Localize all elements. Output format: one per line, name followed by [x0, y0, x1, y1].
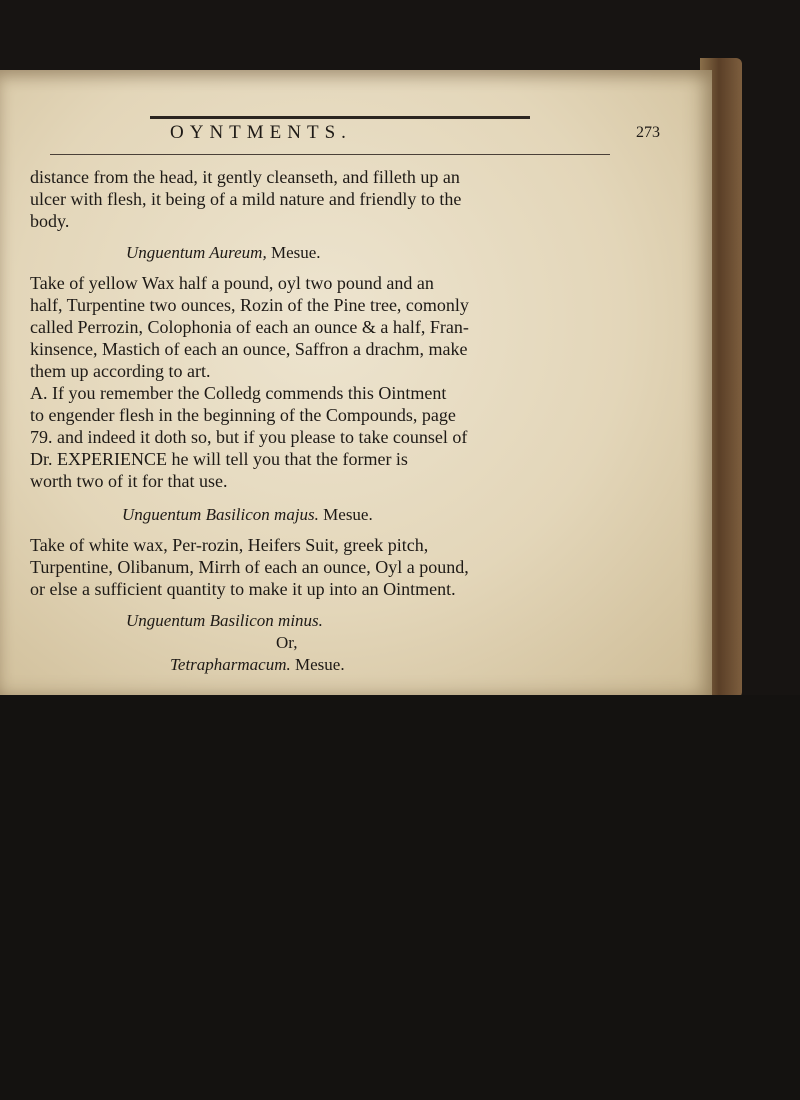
text-line: Turpentine, Olibanum, Mirrh of each an ounce, Oyl a pound,: [30, 557, 469, 577]
heading-or: Or,: [276, 633, 298, 652]
heading-author: Mesue.: [295, 655, 345, 674]
top-rule: [150, 116, 530, 119]
text-line: called Perrozin, Colophonia of each an ounce & a half, Fran-: [30, 317, 469, 337]
text-line: Take of yellow Wax half a pound, oyl two pound and an: [30, 273, 434, 293]
text-line: Dr. EXPERIENCE he will tell you that the former is: [30, 449, 408, 469]
section-heading: [122, 504, 373, 526]
section-heading: [126, 242, 321, 264]
section-heading: [126, 610, 323, 632]
text-line: Take of white wax, Per-rozin, Heifers Suit, greek pitch,: [30, 535, 429, 555]
text-line: distance from the head, it gently cleanseth, and filleth up an: [30, 167, 460, 187]
section-heading-continued: [170, 654, 345, 676]
heading-title: Unguentum Aureum,: [126, 243, 267, 262]
text-line: A. If you remember the Colledg commends this Ointment: [30, 383, 447, 403]
header-rule: [50, 154, 610, 155]
text-line: them up according to art.: [30, 361, 211, 381]
page-number: 273: [636, 124, 660, 141]
heading-title: Tetrapharmacum.: [170, 655, 291, 674]
text-line: worth two of it for that use.: [30, 471, 228, 491]
page-paper: [0, 70, 712, 695]
text-line: or else a sufficient quantity to make it up into an Ointment.: [30, 579, 456, 599]
text-line: body.: [30, 211, 70, 231]
text-line: kinsence, Mastich of each an ounce, Saffron a drachm, make: [30, 339, 468, 359]
running-header: [30, 122, 670, 150]
heading-title: Unguentum Basilicon minus.: [126, 611, 323, 630]
dark-background: [0, 695, 800, 1100]
heading-author: Mesue.: [323, 505, 373, 524]
text-line: half, Turpentine two ounces, Rozin of the Pine tree, comonly: [30, 295, 469, 315]
text-line: ulcer with flesh, it being of a mild nature and friendly to the: [30, 189, 462, 209]
text-line: to engender flesh in the beginning of the Compounds, page: [30, 405, 456, 425]
text-line: 79. and indeed it doth so, but if you please to take counsel of: [30, 427, 468, 447]
heading-author: Mesue.: [270, 243, 321, 262]
heading-title: Unguentum Basilicon majus.: [122, 505, 319, 524]
header-title: OYNTMENTS.: [170, 122, 352, 143]
